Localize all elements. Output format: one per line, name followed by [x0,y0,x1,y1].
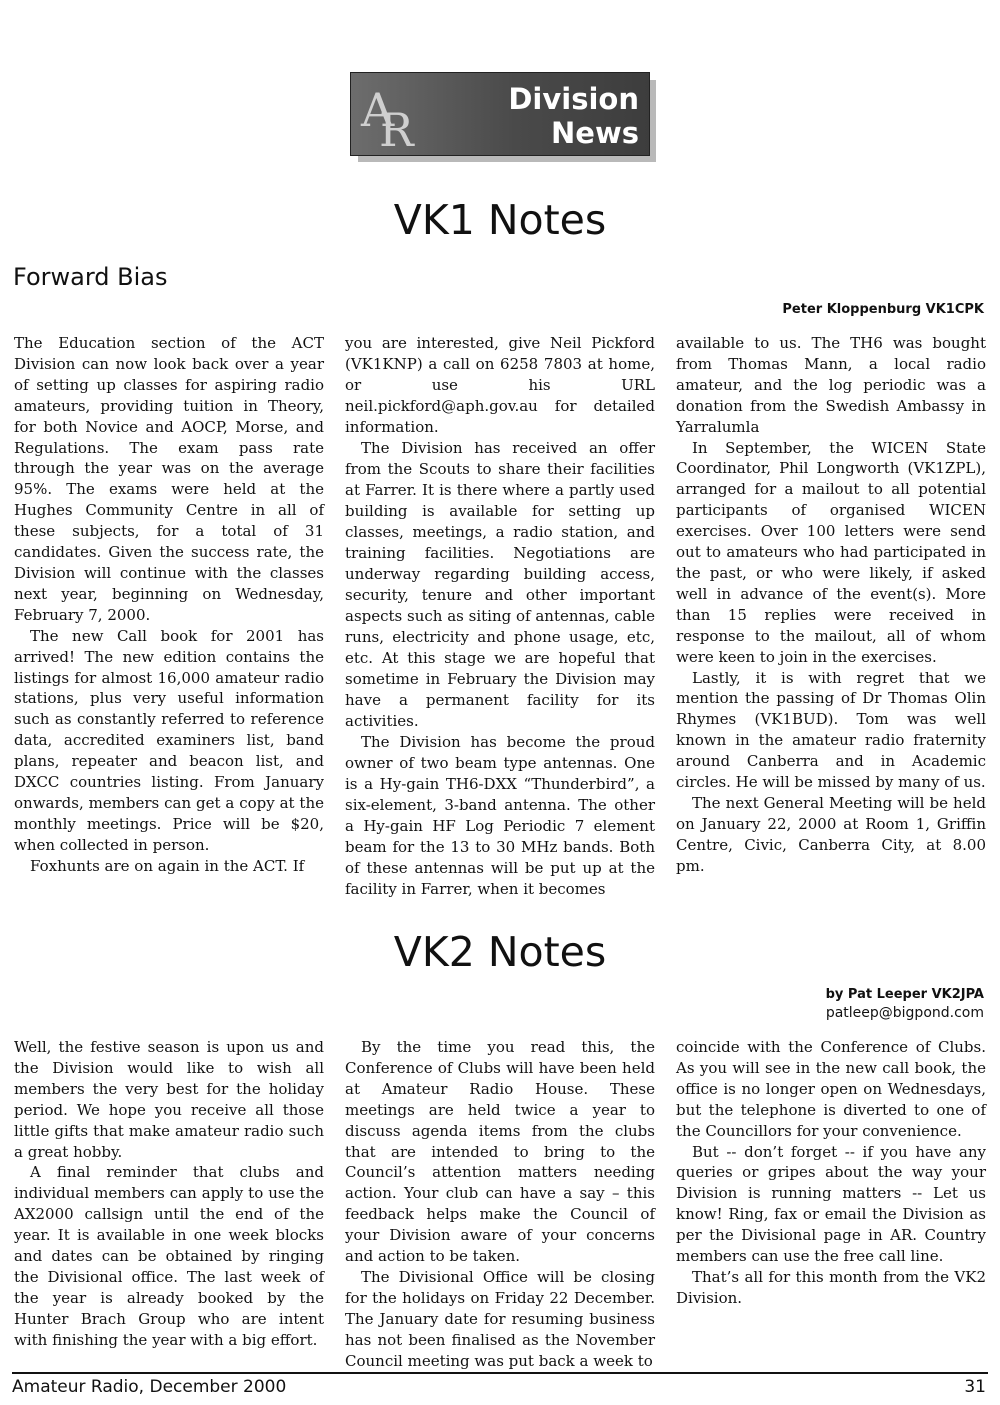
vk2-email: patleep@bigpond.com [825,1005,984,1021]
vk1-paragraph: The Education section of the ACT Division can now look back over a year of setting up classes for aspiring radio amateurs, providing tuition in Theory, for both Novice and AOCP, Morse, and Regulations. The exam pass rate through the year was on the average 95%. The exams were held at the Hughes Community Centre in all of these subjects, for a total of 31 candidates. Given the success rate, the Division will continue with the classes next year, beginning on Wednesday, February 7, 2000. [14,334,324,624]
vk1-paragraph: The Division has received an offer from the Scouts to share their facilities at Farrer. It is there where a partly used building is available for setting up classes, meetings, a radio station, and training facilities. Negotiations are underway regarding building access, security, tenure and other important aspects such as siting of antennas, cable runs, electricity and phone usage, etc, etc. At this stage we are hopeful that sometime in February the Division may have a permanent facility for its activities. [345,439,655,730]
vk1-paragraph: The next General Meeting will be held on January 22, 2000 at Room 1, Griffin Centre, Civic, Canberra City, at 8.00 pm. [676,793,986,875]
vk1-paragraph: The new Call book for 2001 has arrived! The new edition contains the listings for almost 16,000 amateur radio stations, plus very useful information such as constantly referred to reference data, accredited examiners list, band plans, repeater and beacon list, and DXCC countries listing. From January onwards, members can get a copy at the monthly meetings. Price will be $20, when collected in person. [14,626,324,854]
vk1-column-2 [345,333,655,900]
vk1-paragraph: In September, the WICEN State Coordinator, Phil Longworth (VK1ZPL), arranged for a mailout to all potential participants of organised WICEN exercises. Over 100 letters were send out to amateurs who had participated in the past, or who were likely, if asked well in advance of the event(s). More than 15 replies were received in response to the mailout, all of whom were keen to join in the exercises. [676,438,986,666]
division-news-logo [350,72,656,162]
footer-rule [12,1372,988,1374]
logo-line-2: News [551,116,639,150]
ar-logo-letters [361,83,421,157]
vk2-paragraph: The Divisional Office will be closing for the holidays on Friday 22 December. The January date for resuming business has not been finalised as the November Council meeting was put back a week to [345,1267,655,1370]
vk1-paragraph: Lastly, it is with regret that we mention the passing of Dr Thomas Olin Rhymes (VK1BUD). Tom was well known in the amateur radio fraternity around Canberra and in Academic circles. He will be missed by many of us. [676,668,986,792]
page-number: 31 [964,1377,986,1397]
vk1-paragraph: you are interested, give Neil Pickford (VK1KNP) a call on 6258 7803 at home, or use his URL neil.pickford@aph.gov.au for detailed information. [345,334,655,436]
vk2-paragraph: A final reminder that clubs and individual members can apply to use the AX2000 callsign until the end of the year. It is available in one week blocks and dates can be obtained by ringing the Divisional office. The last week of the year is already booked by the Hunter Brach Group who are intent with finishing the year with a big effort. [14,1163,324,1349]
footer-publication: Amateur Radio, December 2000 [12,1377,287,1397]
vk1-author: Peter Kloppenburg VK1CPK [782,302,984,317]
vk2-paragraph: coincide with the Conference of Clubs. As you will see in the new call book, the office is no longer open on Wednesdays, but the telephone is diverted to one of the Councillors for your convenience. [676,1038,986,1140]
vk2-paragraph: That’s all for this month from the VK2 Division. [676,1267,986,1307]
vk1-column-1 [14,333,324,877]
vk1-paragraph: The Division has become the proud owner of two beam type antennas. One is a Hy-gain TH6-DXX “Thunderbird”, a six-element, 3-band antenna. The other a Hy-gain HF Log Periodic 7 element beam for the 13 to 30 MHz bands. Both of these antennas will be put up at the facility in Farrer, when it becomes [345,733,655,898]
logo-letter-a: A [361,83,395,137]
logo-letter-r: R [379,103,414,157]
vk1-paragraph: Foxhunts are on again in the ACT. If [30,856,305,875]
vk2-paragraph: Well, the festive season is upon us and the Division would like to wish all members the very best for the holiday period. We hope you receive all those little gifts that make amateur radio such a great hobby. [14,1038,324,1161]
logo-line-1: Division [508,82,639,116]
vk2-column-3 [676,1037,986,1309]
logo-box [350,72,650,156]
vk2-column-2 [345,1037,655,1372]
vk1-paragraph: available to us. The TH6 was bought from Thomas Mann, a local radio amateur, and the log periodic was a donation from the Swedish Ambassy in Yarralumla [676,334,986,436]
vk2-title: VK2 Notes [393,928,607,976]
vk2-paragraph: But -- don’t forget -- if you have any queries or gripes about the way your Division is running matters -- Let us know! Ring, fax or email the Division as per the Divisional page in AR. Country members can use the free call line. [676,1142,986,1266]
vk2-author: by Pat Leeper VK2JPA [825,987,984,1002]
vk1-subtitle: Forward Bias [13,263,168,291]
vk2-column-1 [14,1037,324,1351]
vk1-column-3 [676,333,986,877]
vk2-paragraph: By the time you read this, the Conference of Clubs will have been held at Amateur Radio House. These meetings are held twice a year to discuss agenda items from the clubs that are intended to bring to the Council’s attention matters needing action. Your club can have a say – this feedback helps make the Council of your Division aware of your concerns and action to be taken. [345,1038,655,1266]
vk1-title: VK1 Notes [393,196,607,244]
